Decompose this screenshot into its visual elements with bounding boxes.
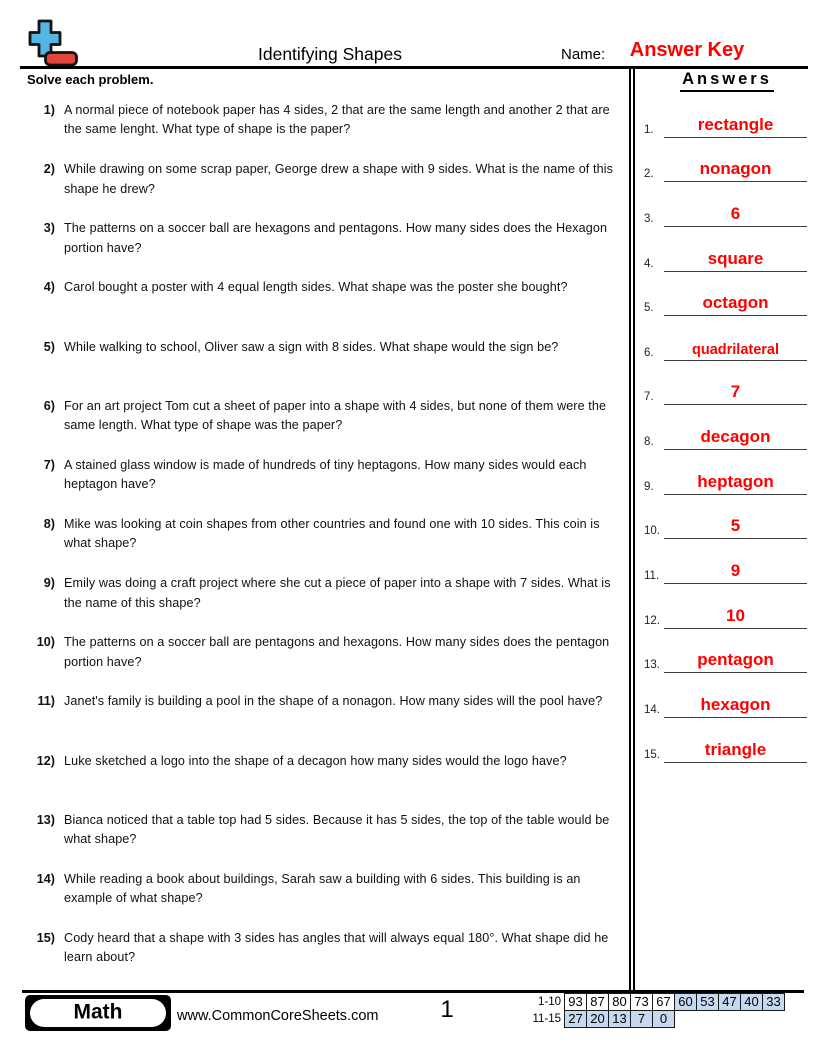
answer-blank-line (664, 583, 807, 584)
commoncoresheets-logo-icon (28, 16, 80, 68)
answer-number: 9. (644, 480, 654, 493)
problem-row-14 (24, 870, 630, 929)
problem-row-2 (24, 160, 630, 219)
answer-row-12 (638, 585, 816, 630)
problem-row-3 (24, 219, 630, 278)
problem-text: Luke sketched a logo into the shape of a decagon how many sides would the logo have? (64, 753, 567, 768)
answer-value: 6 (730, 203, 741, 223)
answer-row-10 (638, 496, 816, 541)
problem-number: 13) (36, 812, 55, 827)
score-row-1-10 (527, 993, 785, 1011)
answer-blank-line (664, 449, 807, 450)
problem-row-7 (24, 456, 630, 515)
score-row-label: 11-15 (532, 1013, 561, 1025)
problem-row-5 (24, 338, 630, 397)
score-cell: 40 (740, 993, 763, 1011)
answer-blank-line (664, 137, 807, 138)
answer-row-4 (638, 228, 816, 273)
answer-value: 5 (730, 516, 741, 536)
score-cell: 13 (608, 1010, 631, 1028)
score-cell: 80 (608, 993, 631, 1011)
score-row-11-15 (527, 1010, 785, 1028)
answer-row-9 (638, 451, 816, 496)
website-url: www.CommonCoreSheets.com (177, 1008, 379, 1024)
answer-blank-line (664, 315, 807, 316)
answer-row-15 (638, 719, 816, 764)
answer-value: 10 (726, 605, 745, 625)
score-cell: 60 (674, 993, 697, 1011)
plus-icon (30, 21, 60, 56)
score-row-label: 1-10 (537, 996, 561, 1008)
answer-number: 1. (644, 123, 654, 136)
problem-row-11 (24, 692, 630, 751)
answer-row-8 (638, 406, 816, 451)
answers-heading: Answers (638, 70, 816, 92)
answer-blank-line (664, 717, 807, 718)
answer-blank-line (664, 494, 807, 495)
problem-list (24, 101, 630, 988)
problem-text: The patterns on a soccer ball are hexagons and pentagons. How many sides does the Hexagon portion have? (64, 221, 608, 255)
problem-row-1 (24, 101, 630, 160)
answer-number: 15. (644, 748, 660, 761)
problem-text: A stained glass window is made of hundreds of tiny heptagons. How many sides would each heptagon have? (64, 457, 587, 492)
problem-text: A normal piece of notebook paper has 4 sides, 2 that are the same length and another 2 that are the same lenght. What type of shape is the paper? (64, 103, 610, 137)
score-cell: 47 (718, 993, 741, 1011)
answer-row-11 (638, 540, 816, 585)
problem-text: While walking to school, Oliver saw a sign with 8 sides. What shape would the sign be? (64, 339, 559, 354)
instructions-text: Solve each problem. (27, 72, 154, 87)
answer-blank-line (664, 628, 807, 629)
answer-number: 6. (644, 346, 654, 359)
answer-number: 10. (644, 525, 660, 538)
answer-value: decagon (700, 427, 771, 447)
problem-number: 1) (43, 103, 55, 117)
answer-number: 4. (644, 257, 654, 270)
problem-row-13 (24, 811, 630, 870)
problem-number: 2) (43, 162, 55, 177)
problem-number: 11) (37, 694, 55, 709)
answer-row-7 (638, 362, 816, 407)
score-cell: 33 (762, 993, 785, 1011)
problem-row-4 (24, 278, 630, 337)
header-divider (20, 66, 808, 69)
answer-value: rectangle (697, 114, 774, 134)
score-cell: 93 (564, 993, 587, 1011)
problem-text: Bianca noticed that a table top had 5 sides. Because it has 5 sides, the top of the table would be what shape? (64, 812, 610, 847)
problem-number: 10) (36, 635, 55, 650)
name-label: Name: (561, 46, 606, 63)
problem-number: 7) (43, 457, 55, 472)
problem-text: Janet's family is building a pool in the shape of a nonagon. How many sides will the pool have? (64, 694, 603, 709)
answer-number: 5. (644, 302, 654, 315)
answer-value: nonagon (699, 159, 772, 179)
answer-row-5 (638, 273, 816, 318)
answer-blank-line (664, 181, 807, 182)
problem-text: For an art project Tom cut a sheet of paper into a shape with 4 sides, but none of them were the same length. What type of shape was the paper? (64, 398, 607, 433)
problem-row-12 (24, 752, 630, 811)
problem-text: While reading a book about buildings, Sarah saw a building with 6 sides. This building is an example of what shape? (64, 871, 581, 906)
answer-row-2 (638, 139, 816, 184)
answer-number: 12. (644, 614, 660, 627)
problem-number: 15) (36, 930, 55, 945)
answer-blank-line (664, 404, 807, 405)
problem-number: 3) (43, 221, 55, 236)
score-cell: 73 (630, 993, 653, 1011)
answer-row-6 (638, 317, 816, 362)
answers-list (638, 94, 816, 764)
problem-number: 5) (43, 339, 55, 354)
answer-value: pentagon (697, 650, 774, 670)
problem-text: Emily was doing a craft project where she cut a piece of paper into a shape with 7 sides. What is the name of this shape? (64, 576, 611, 610)
problem-number: 12) (36, 753, 55, 768)
answer-value: 7 (730, 382, 741, 402)
answer-number: 2. (644, 168, 654, 181)
answer-number: 14. (644, 703, 660, 716)
score-cell: 87 (586, 993, 609, 1011)
math-badge (25, 995, 171, 1031)
problem-text: Cody heard that a shape with 3 sides has angles that will always equal 180°. What shape did he learn about? (64, 930, 609, 965)
score-cell: 67 (652, 993, 675, 1011)
problem-number: 6) (43, 398, 55, 413)
page-number: 1 (440, 996, 454, 1023)
answer-blank-line (664, 360, 807, 361)
problem-row-6 (24, 397, 630, 456)
answer-row-1 (638, 94, 816, 139)
answer-blank-line (664, 762, 807, 763)
answer-blank-line (664, 538, 807, 539)
answer-value: 9 (730, 561, 741, 581)
problem-text: The patterns on a soccer ball are pentagons and hexagons. How many sides does the pentagon portion have? (64, 635, 610, 669)
score-cell: 53 (696, 993, 719, 1011)
problem-number: 9) (43, 576, 55, 591)
problem-row-8 (24, 515, 630, 574)
score-cell: 7 (630, 1010, 653, 1028)
answer-value: triangle (704, 739, 767, 759)
problem-number: 8) (43, 516, 55, 531)
problem-number: 14) (36, 871, 55, 886)
math-badge-label: Math (73, 1000, 123, 1024)
problem-row-10 (24, 633, 630, 692)
answer-value: quadrilateral (691, 341, 780, 358)
problem-text: Mike was looking at coin shapes from other countries and found one with 10 sides. This coin is what shape? (64, 516, 600, 551)
answer-blank-line (664, 271, 807, 272)
answer-blank-line (664, 226, 807, 227)
score-table (527, 993, 785, 1028)
answer-number: 8. (644, 436, 654, 449)
score-cell: 27 (564, 1010, 587, 1028)
problem-row-9 (24, 574, 630, 633)
answer-number: 11. (644, 570, 660, 583)
score-cell: 20 (586, 1010, 609, 1028)
score-cell: 0 (652, 1010, 675, 1028)
answer-row-13 (638, 630, 816, 675)
problem-row-15 (24, 929, 630, 988)
answer-blank-line (664, 672, 807, 673)
answer-row-3 (638, 183, 816, 228)
answer-row-14 (638, 674, 816, 719)
answer-number: 3. (644, 212, 654, 225)
answer-number: 13. (644, 659, 660, 672)
name-value: Answer Key (629, 39, 745, 61)
problem-number: 4) (43, 280, 55, 295)
answer-value: heptagon (697, 471, 774, 491)
minus-icon (46, 53, 77, 66)
answer-value: octagon (702, 293, 769, 313)
answer-value: square (707, 248, 764, 268)
answer-number: 7. (644, 391, 654, 404)
answer-value: hexagon (700, 694, 771, 714)
worksheet-title: Identifying Shapes (258, 44, 402, 64)
problem-text: Carol bought a poster with 4 equal length sides. What shape was the poster she bought? (64, 280, 568, 295)
problem-text: While drawing on some scrap paper, George drew a shape with 9 sides. What is the name of this shape he drew? (64, 162, 614, 196)
